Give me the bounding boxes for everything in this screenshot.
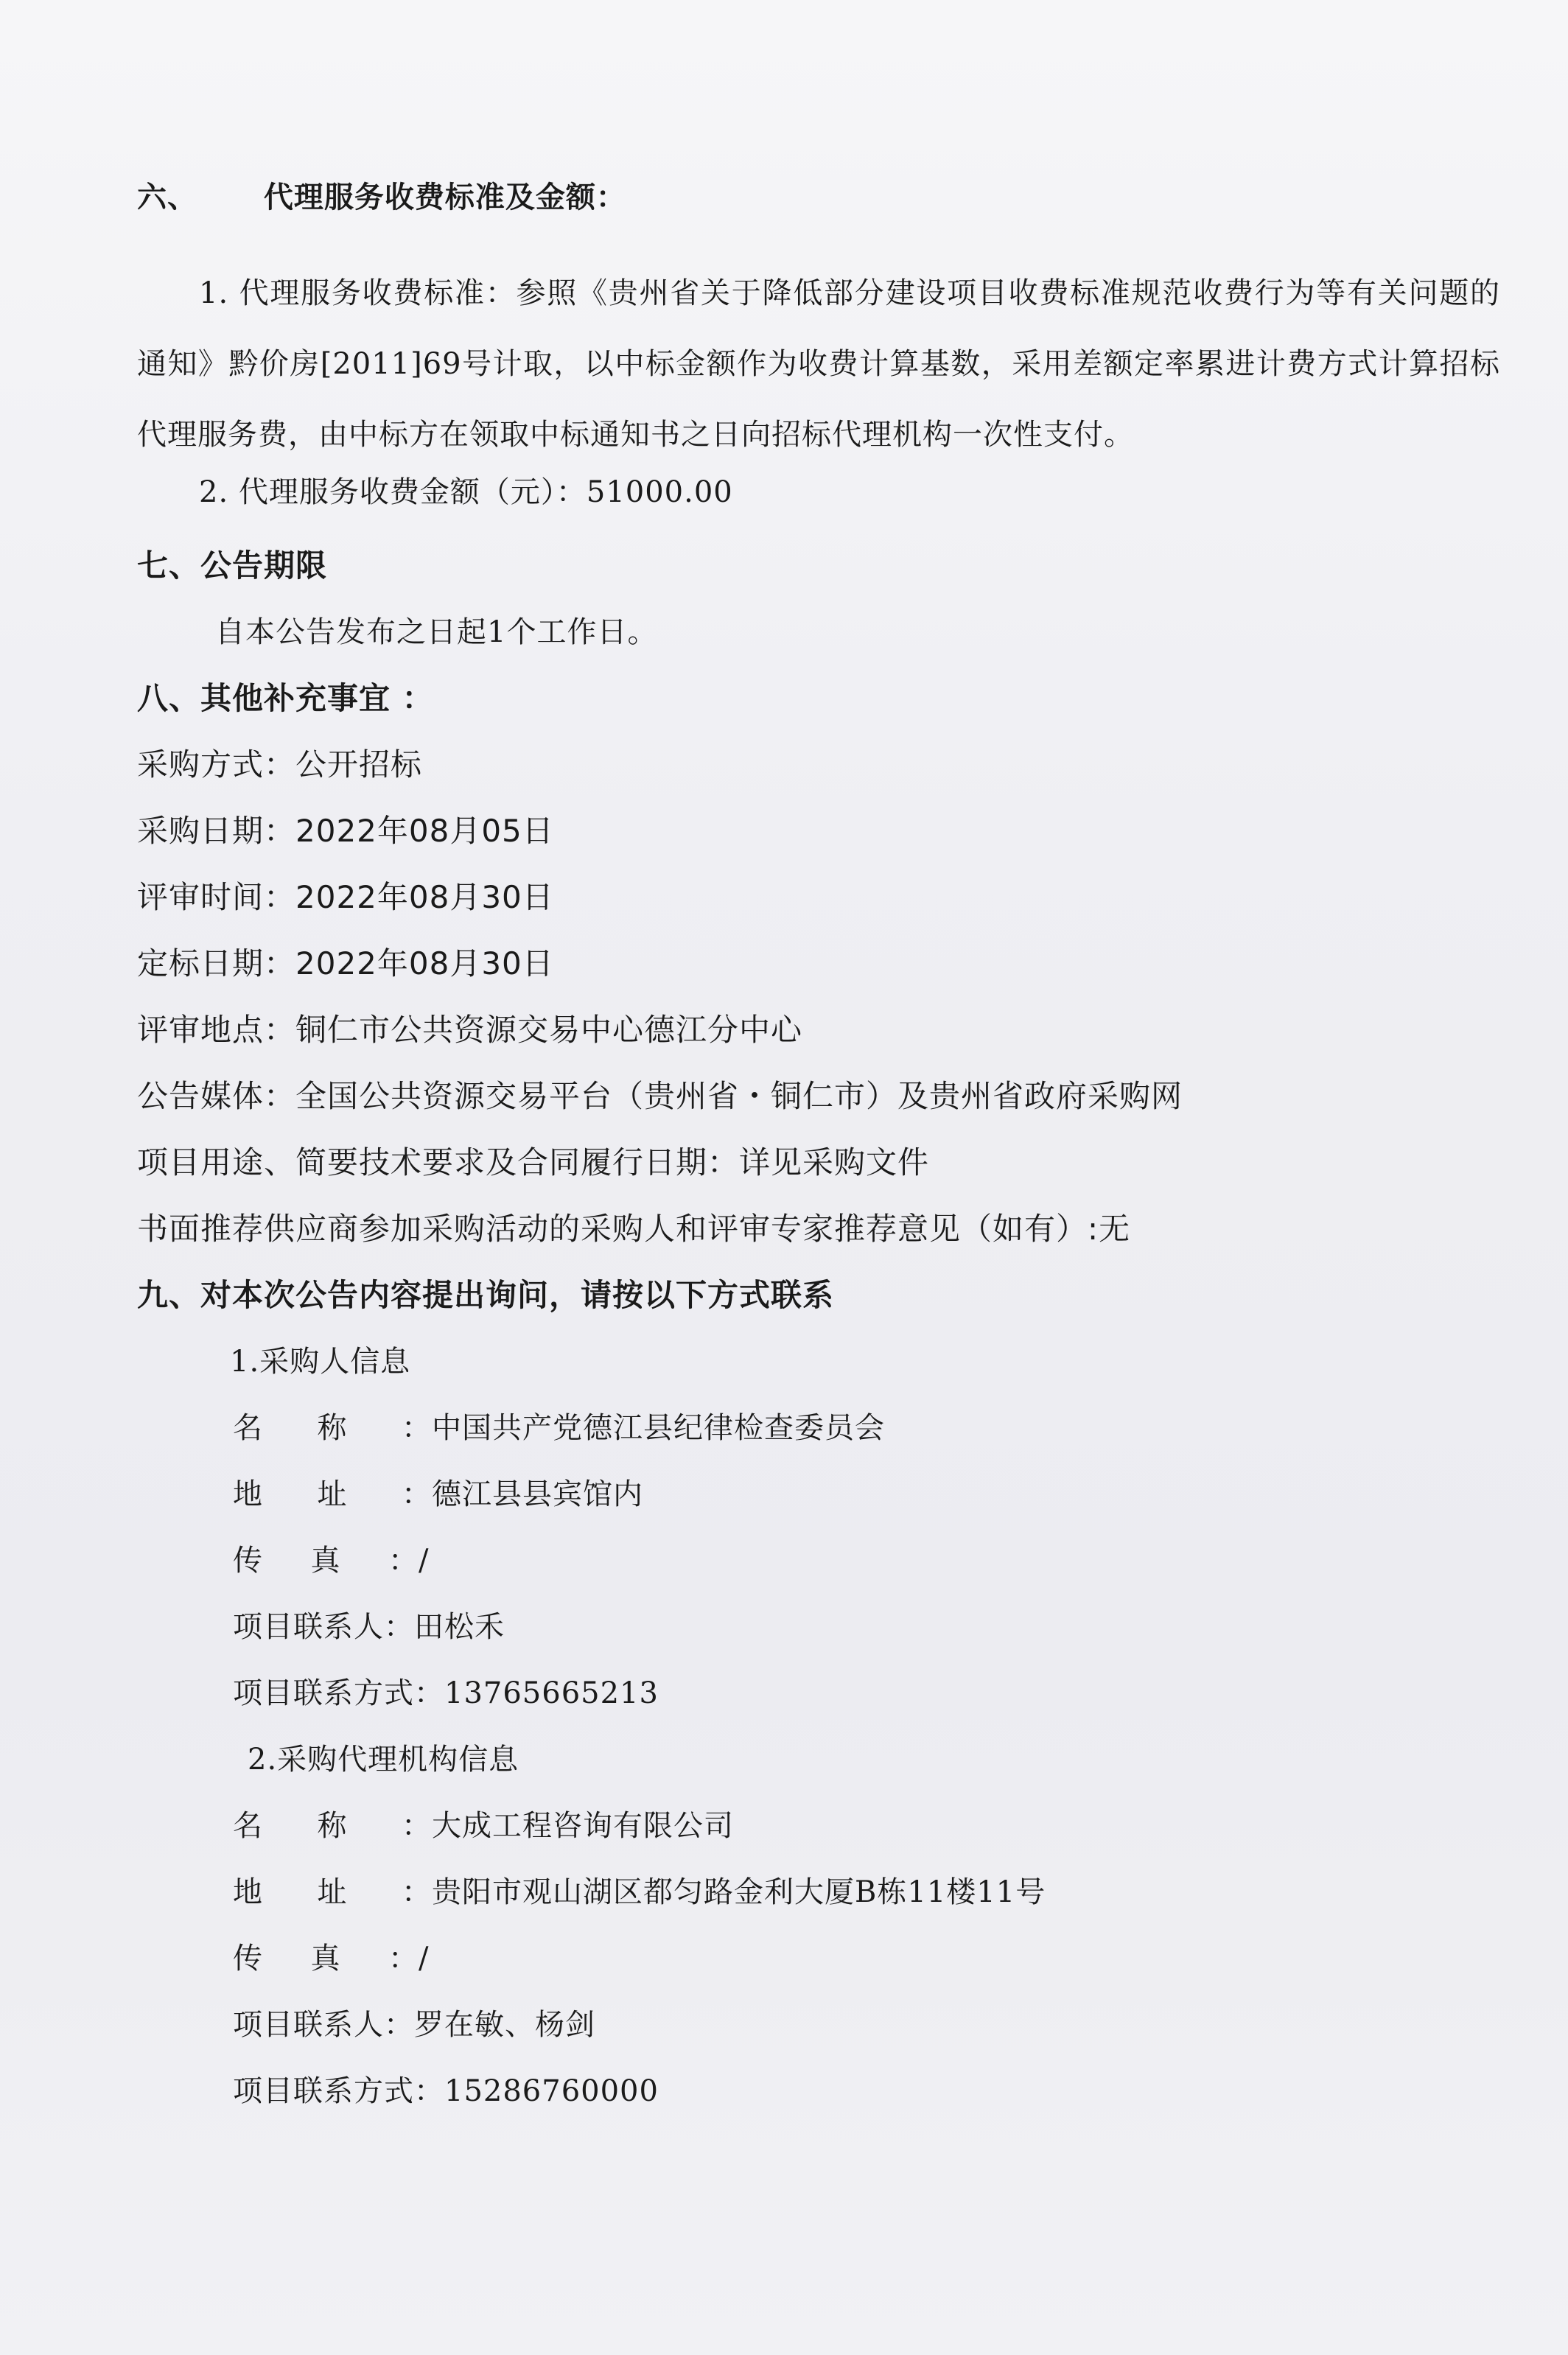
section-7-heading: 七、公告期限 — [137, 547, 328, 584]
review-location: 评审地点：铜仁市公共资源交易中心德江分中心 — [137, 1012, 803, 1048]
agency-phone-row — [233, 2071, 659, 2112]
agency-address-label: 地址： — [233, 1875, 432, 1909]
purchaser-contact-label: 项目联系人： — [233, 1610, 414, 1644]
section-6-item-2: 2. 代理服务收费金额（元）：51000.00 — [199, 475, 733, 509]
agency-contact-value: 罗在敏、杨剑 — [414, 2008, 595, 2042]
purchaser-address-label: 地址： — [233, 1477, 432, 1511]
section-6-item-1: 1. 代理服务收费标准：参照《贵州省关于降低部分建设项目收费标准规范收费行为等有关问题的通知》黔价房[2011]69号计取，以中标金额作为收费计算基数，采用差额定率累进计费方式计算招标代理服务费，由中标方在领取中标通知书之日向招标代理机构一次性支付。 — [137, 276, 1500, 452]
purchaser-name-label: 名称： — [233, 1411, 432, 1445]
procurement-method: 采购方式：公开招标 — [137, 746, 423, 783]
agency-fax-row — [233, 1938, 429, 1979]
agency-fax-label: 传真： — [233, 1942, 419, 1976]
agency-contact-label: 项目联系人： — [233, 2008, 414, 2042]
section-6-heading — [137, 177, 626, 218]
agency-name-value: 大成工程咨询有限公司 — [432, 1809, 734, 1843]
written-recommendation: 书面推荐供应商参加采购活动的采购人和评审专家推荐意见（如有）:无 — [137, 1211, 1131, 1247]
award-date: 定标日期：2022年08月30日 — [137, 945, 554, 981]
section-6-title: 代理服务收费标准及金额： — [263, 180, 626, 214]
procurement-date: 采购日期：2022年08月05日 — [137, 813, 554, 849]
purchaser-name-row — [233, 1407, 885, 1449]
purchaser-contact-value: 田松禾 — [414, 1610, 505, 1644]
purchaser-phone-label: 项目联系方式： — [233, 1676, 444, 1710]
section-7-body: 自本公告发布之日起1个工作日。 — [215, 615, 658, 649]
agency-name-label: 名称： — [233, 1809, 432, 1843]
section-9-heading: 九、对本次公告内容提出询问，请按以下方式联系 — [137, 1277, 835, 1313]
agency-info-title: 2.采购代理机构信息 — [248, 1743, 519, 1777]
purchaser-contact-row — [233, 1606, 505, 1648]
agency-name-row — [233, 1805, 734, 1847]
purchaser-fax-label: 传真： — [233, 1544, 419, 1578]
purchaser-info-title: 1.采购人信息 — [230, 1345, 411, 1379]
purchaser-phone-value: 13765665213 — [444, 1676, 659, 1710]
agency-fax-value: / — [419, 1942, 430, 1976]
announcement-media: 公告媒体：全国公共资源交易平台（贵州省・铜仁市）及贵州省政府采购网 — [137, 1078, 1183, 1114]
purchaser-phone-row — [233, 1673, 659, 1714]
agency-phone-label: 项目联系方式： — [233, 2074, 444, 2108]
purchaser-name-value: 中国共产党德江县纪律检查委员会 — [432, 1411, 885, 1445]
review-time: 评审时间：2022年08月30日 — [137, 879, 554, 915]
agency-phone-value: 15286760000 — [444, 2074, 659, 2108]
agency-address-value: 贵阳市观山湖区都匀路金利大厦B栋11楼11号 — [432, 1875, 1046, 1909]
project-usage: 项目用途、简要技术要求及合同履行日期：详见采购文件 — [137, 1144, 930, 1180]
purchaser-address-row — [233, 1474, 643, 1515]
purchaser-fax-value: / — [419, 1544, 430, 1578]
agency-address-row — [233, 1872, 1046, 1913]
purchaser-fax-row — [233, 1540, 429, 1581]
section-8-heading: 八、其他补充事宜 ： — [137, 680, 434, 716]
purchaser-address-value: 德江县县宾馆内 — [432, 1477, 643, 1511]
agency-contact-row — [233, 2004, 595, 2046]
section-6-number: 六、 — [137, 180, 197, 214]
